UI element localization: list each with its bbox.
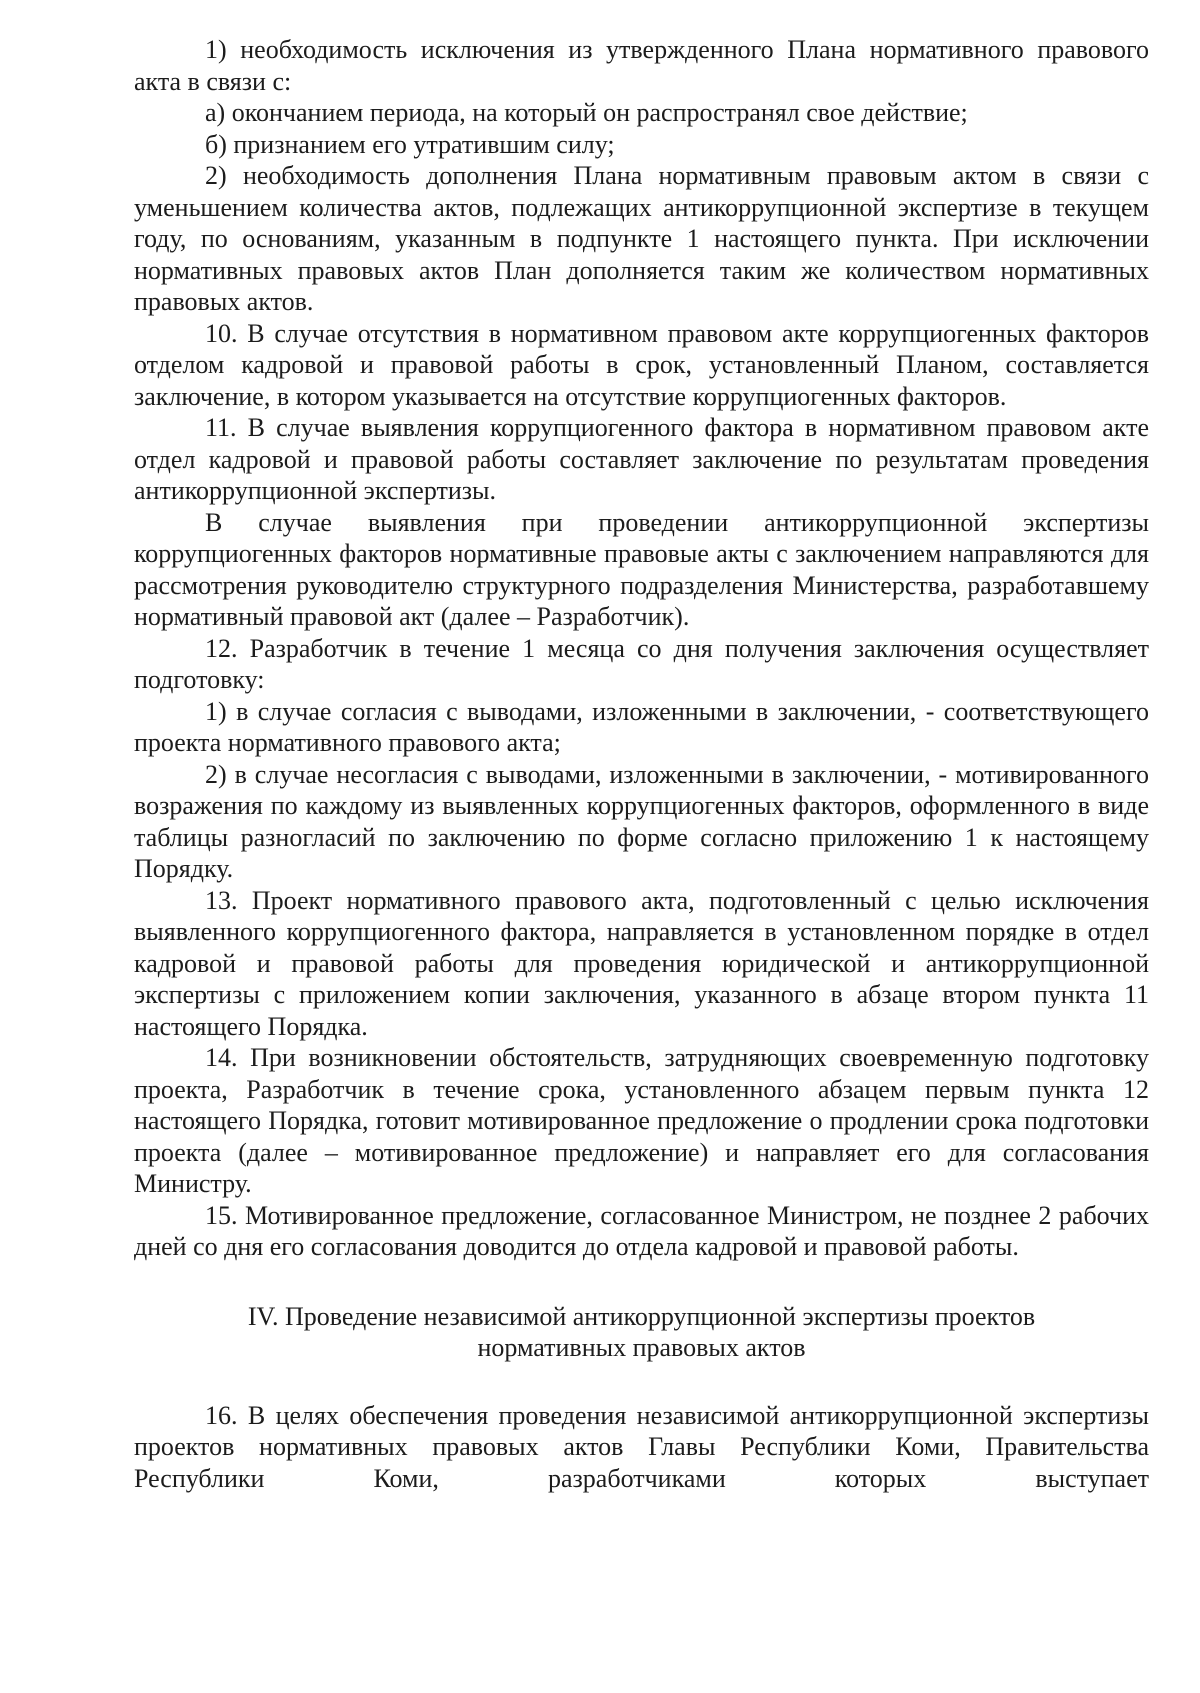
spacer xyxy=(134,1364,1149,1400)
paragraph-14: 14. При возникновении обстоятельств, затрудняющих своевременную подготовку проекта, Разработчик в течение срока, установленного абзацем первым пункта 12 настоящего Порядка, готовит мотивированное предложение о продлении срока подготовки проекта (далее – мотивированное предложение) и направляет его для согласования Министру. xyxy=(134,1043,1149,1198)
paragraph-11-second: В случае выявления при проведении антикоррупционной экспертизы коррупциогенных факторов нормативные правовые акты с заключением направляются для рассмотрения руководителю структурного подразделения Министерства, разработавшему нормативный правовой акт (далее – Разработчик). xyxy=(134,507,1149,631)
section-heading-line-1: IV. Проведение независимой антикоррупционной экспертизы проектов xyxy=(247,1301,1036,1331)
section-heading xyxy=(134,1301,1149,1364)
paragraph-16: 16. В целях обеспечения проведения независимой антикоррупционной экспертизы проектов нормативных правовых актов Главы Республики Коми, Правительства Республики Коми, разработчиками которых выступает xyxy=(134,1400,1149,1493)
paragraph-13: 13. Проект нормативного правового акта, подготовленный с целью исключения выявленного коррупциогенного фактора, направляется в установленном порядке в отдел кадровой и правовой работы для проведения юридической и антикоррупционной экспертизы с приложением копии заключения, указанного в абзаце втором пункта 11 настоящего Порядка. xyxy=(134,885,1149,1041)
paragraph-item-2: 2) необходимость дополнения Плана нормативным правовым актом в связи с уменьшением количества актов, подлежащих антикоррупционной экспертизе в текущем году, по основаниям, указанным в подпункте 1 настоящего пункта. При исключении нормативных правовых актов План дополняется таким же количеством нормативных правовых актов. xyxy=(134,161,1149,316)
paragraph-11: 11. В случае выявления коррупциогенного фактора в нормативном правовом акте отдел кадровой и правовой работы составляет заключение по результатам проведения антикоррупционной экспертизы. xyxy=(134,413,1149,505)
paragraph-12: 12. Разработчик в течение 1 месяца со дня получения заключения осуществляет подготовку: xyxy=(134,633,1149,694)
section-heading-line-2: нормативных правовых актов xyxy=(477,1333,806,1362)
spacer xyxy=(134,1263,1149,1301)
paragraph-subitem-a: а) окончанием периода, на который он распространял свое действие; xyxy=(205,98,968,127)
paragraph-12-item-1: 1) в случае согласия с выводами, изложенными в заключении, - соответствующего проекта нормативного правового акта; xyxy=(134,696,1149,757)
paragraph-item-1: 1) необходимость исключения из утвержденного Плана нормативного правового акта в связи с: xyxy=(134,35,1149,96)
document-page xyxy=(134,34,1149,1494)
paragraph-15: 15. Мотивированное предложение, согласованное Министром, не позднее 2 рабочих дней со дня его согласования доводится до отдела кадровой и правовой работы. xyxy=(134,1200,1149,1261)
paragraph-subitem-b: б) признанием его утратившим силу; xyxy=(205,129,615,159)
paragraph-12-item-2: 2) в случае несогласия с выводами, изложенными в заключении, - мотивированного возражения по каждому из выявленных коррупциогенных факторов, оформленного в виде таблицы разногласий по заключению по форме согласно приложению 1 к настоящему Порядку. xyxy=(134,759,1149,883)
paragraph-10: 10. В случае отсутствия в нормативном правовом акте коррупциогенных факторов отделом кадровой и правовой работы в срок, установленный Планом, составляется заключение, в котором указывается на отсутствие коррупциогенных факторов. xyxy=(134,318,1149,411)
